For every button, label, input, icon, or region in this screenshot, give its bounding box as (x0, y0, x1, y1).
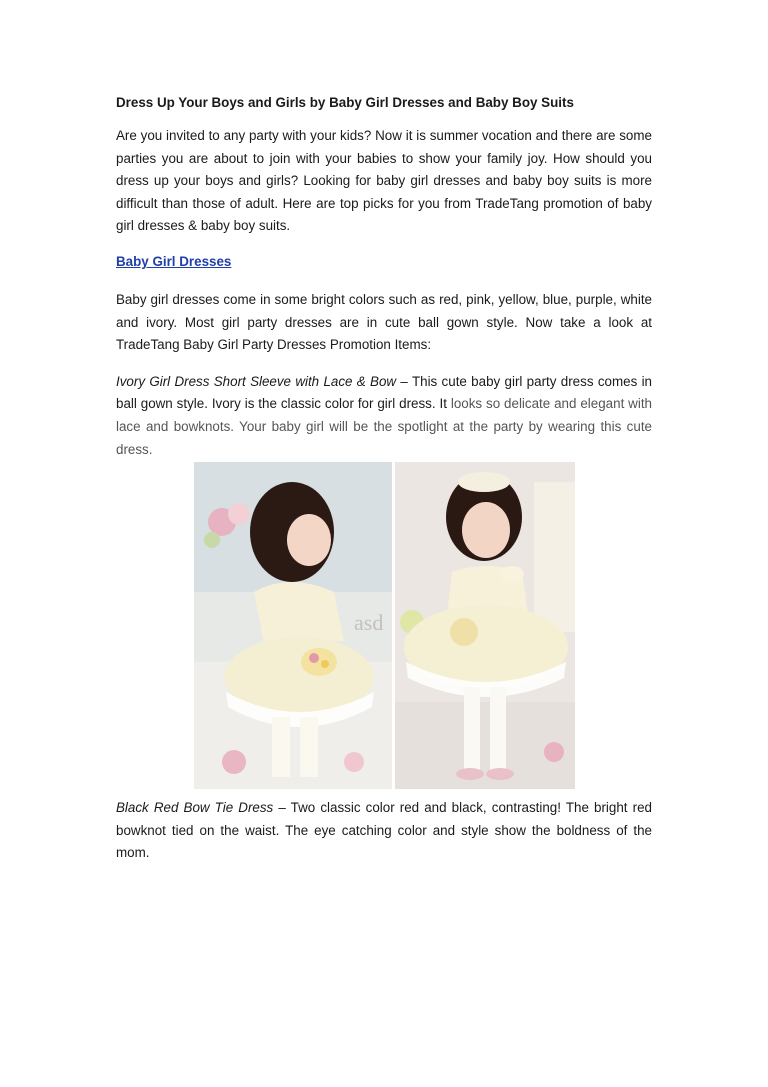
item-black-red-dress-paragraph (116, 797, 652, 865)
item-ivory-dress-paragraph (116, 371, 652, 461)
item-ivory-dress-dash: – (396, 373, 412, 389)
item-black-red-dress-name: Black Red Bow Tie Dress (116, 800, 274, 815)
photo-watermark: asd (354, 610, 384, 635)
document-title: Dress Up Your Boys and Girls by Baby Girl Dresses and Baby Boy Suits (116, 95, 574, 110)
section-intro-paragraph: Baby girl dresses come in some bright colors such as red, pink, yellow, blue, purple, white and ivory. Most girl party dresses are in cute ball gown style. Now take a look at TradeTang Baby Girl Party Dresses Promotion Items: (116, 291, 652, 353)
ivory-dress-photo (194, 462, 575, 789)
item-ivory-dress-name: Ivory Girl Dress Short Sleeve with Lace & Bow (116, 373, 397, 389)
item-ivory-dress-desc: This cute baby girl party dress comes in ball gown style. Ivory is the classic color for girl dress. It (116, 373, 652, 412)
document-body (116, 93, 652, 475)
baby-girl-dresses-link[interactable]: Baby Girl Dresses (116, 253, 232, 269)
intro-paragraph: Are you invited to any party with your kids? Now it is summer vocation and there are some parties you are about to join with your babies to show your family joy. How should you dress up your boys and girls? Looking for baby girl dresses and baby boy suits is more difficult than those of adult. Here are top picks for you from TradeTang promotion of baby girl dresses & baby boy suits. (116, 128, 652, 234)
item-ivory-dress-desc-grey: looks so delicate and elegant with lace and bowknots. Your baby girl will be the spotlight at the party by wearing this cute dress. (116, 396, 652, 457)
item-black-red-dress-dash: – (273, 800, 291, 815)
item-black-red-dress-desc: Two classic color red and black, contrasting! The bright red bowknot tied on the waist. The eye catching color and style show the boldness of the mom. (116, 800, 652, 861)
